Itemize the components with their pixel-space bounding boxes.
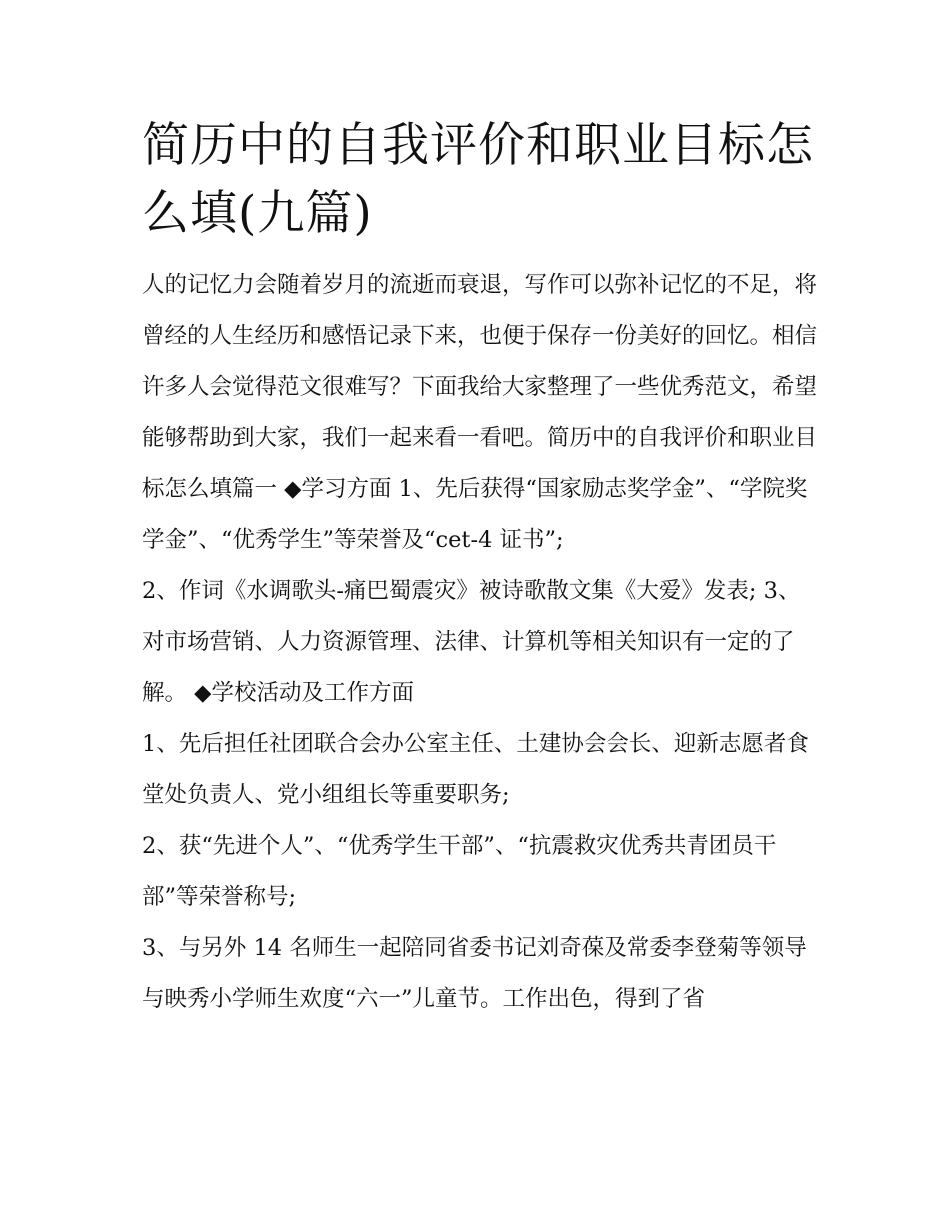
paragraph-activity-2: 2、获“先进个人”、“优秀学生干部”、“抗震救灾优秀共青团员干部”等荣誉称号; <box>142 833 777 910</box>
paragraph-activity-1: 1、先后担任社团联合会办公室主任、土建协会会长、迎新志愿者食堂处负责人、党小组组长等重要职务; <box>142 731 809 808</box>
document-title: 简历中的自我评价和职业目标怎么填(九篇) <box>142 118 814 241</box>
paragraph-activity-3: 3、与另外 14 名师生一起陪同省委书记刘奇葆及常委李登菊等领导与映秀小学师生欢度“六一”儿童节。工作出色，得到了省 <box>142 935 807 1012</box>
document-body <box>142 112 822 1025</box>
paragraph-intro: 人的记忆力会随着岁月的流逝而衰退，写作可以弥补记忆的不足，将曾经的人生经历和感悟记录下来，也便于保存一份美好的回忆。相信许多人会觉得范文很难写？下面我给大家整理了一些优秀范文，希望能够帮助到大家，我们一起来看一看吧。简历中的自我评价和职业目标怎么填篇一 ◆学习方面 1、先后获得“国家励志奖学金”、“学院奖学金”、“优秀学生”等荣誉及“cet-4 证书”; <box>142 272 818 553</box>
paragraph-item-2: 2、作词《水调歌头-痛巴蜀震灾》被诗歌散文集《大爱》发表; 3、对市场营销、人力资源管理、法律、计算机等相关知识有一定的了解。 ◆学校活动及工作方面 <box>142 578 801 706</box>
